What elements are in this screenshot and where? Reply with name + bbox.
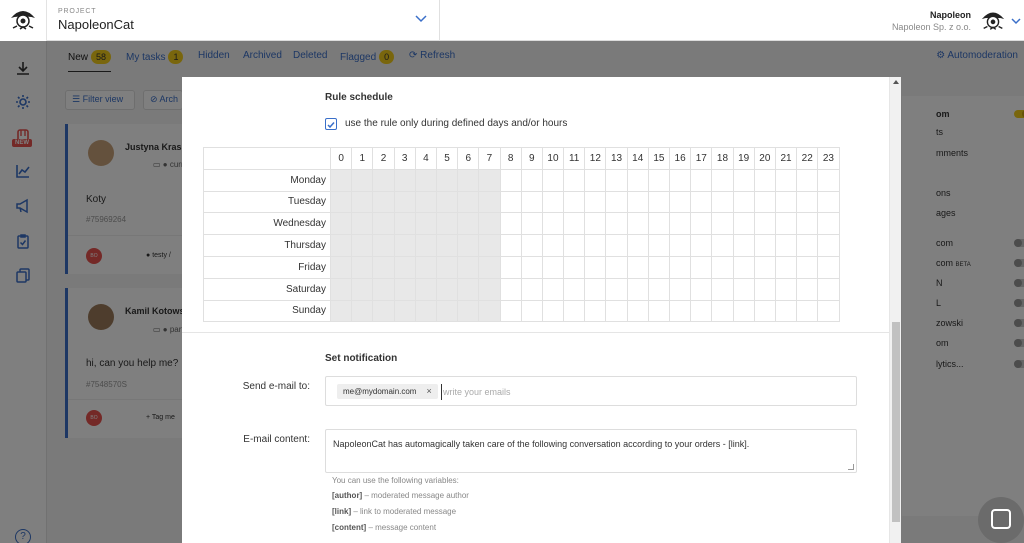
schedule-cell[interactable] [606, 278, 627, 300]
day-label[interactable]: Saturday [204, 278, 331, 300]
schedule-cell[interactable] [352, 256, 373, 278]
hour-header[interactable]: 13 [606, 148, 627, 170]
hour-header[interactable]: 4 [415, 148, 436, 170]
schedule-cell[interactable] [500, 213, 521, 235]
hour-header[interactable]: 23 [818, 148, 839, 170]
email-content-label: E-mail content: [243, 434, 310, 445]
schedule-cell[interactable] [585, 300, 606, 322]
schedule-cell[interactable] [818, 191, 839, 213]
schedule-cell[interactable] [542, 191, 563, 213]
hour-header[interactable]: 15 [648, 148, 669, 170]
schedule-cell[interactable] [564, 300, 585, 322]
day-label[interactable]: Tuesday [204, 191, 331, 213]
schedule-cell[interactable] [691, 235, 712, 257]
hour-header[interactable]: 1 [352, 148, 373, 170]
hour-header[interactable]: 3 [394, 148, 415, 170]
hour-header[interactable]: 17 [691, 148, 712, 170]
schedule-cell[interactable] [775, 191, 796, 213]
schedule-cell[interactable] [331, 213, 352, 235]
schedule-cell[interactable] [352, 235, 373, 257]
project-name[interactable]: NapoleonCat [58, 17, 134, 32]
schedule-cell[interactable] [521, 213, 542, 235]
schedule-cell[interactable] [500, 256, 521, 278]
schedule-cell[interactable] [521, 300, 542, 322]
schedule-cell[interactable] [733, 169, 754, 191]
schedule-cell[interactable] [415, 235, 436, 257]
rule-schedule-title: Rule schedule [325, 92, 393, 103]
schedule-cell[interactable] [733, 278, 754, 300]
schedule-cell[interactable] [521, 278, 542, 300]
schedule-cell[interactable] [394, 300, 415, 322]
schedule-cell[interactable] [479, 278, 500, 300]
schedule-cell[interactable] [373, 256, 394, 278]
user-name: Napoleon [929, 10, 971, 20]
day-label[interactable]: Sunday [204, 300, 331, 322]
chat-widget-button[interactable] [978, 497, 1024, 543]
schedule-cell[interactable] [754, 235, 775, 257]
schedule-cell[interactable] [712, 278, 733, 300]
schedule-cell[interactable] [352, 169, 373, 191]
schedule-cell[interactable] [818, 278, 839, 300]
schedule-cell[interactable] [585, 191, 606, 213]
schedule-cell[interactable] [670, 256, 691, 278]
schedule-day-row [204, 169, 840, 191]
schedule-cell[interactable] [691, 256, 712, 278]
schedule-cell[interactable] [352, 213, 373, 235]
schedule-cell[interactable] [797, 300, 818, 322]
schedule-header-row [204, 148, 840, 170]
schedule-cell[interactable] [797, 235, 818, 257]
schedule-cell[interactable] [648, 169, 669, 191]
email-chip [337, 384, 438, 399]
schedule-cell[interactable] [733, 256, 754, 278]
schedule-cell[interactable] [458, 300, 479, 322]
schedule-day-row [204, 300, 840, 322]
schedule-cell[interactable] [436, 191, 457, 213]
schedule-cell[interactable] [479, 213, 500, 235]
hour-header[interactable]: 2 [373, 148, 394, 170]
schedule-cell[interactable] [458, 191, 479, 213]
schedule-cell[interactable] [606, 235, 627, 257]
schedule-cell[interactable] [331, 235, 352, 257]
day-label[interactable]: Monday [204, 169, 331, 191]
schedule-cell[interactable] [542, 213, 563, 235]
schedule-cell[interactable] [733, 300, 754, 322]
schedule-cell[interactable] [331, 169, 352, 191]
schedule-cell[interactable] [585, 213, 606, 235]
schedule-cell[interactable] [564, 213, 585, 235]
schedule-cell[interactable] [458, 278, 479, 300]
schedule-cell[interactable] [606, 169, 627, 191]
variable-author [332, 491, 469, 500]
schedule-cell[interactable] [415, 278, 436, 300]
schedule-cell[interactable] [670, 235, 691, 257]
hour-header[interactable]: 16 [670, 148, 691, 170]
schedule-cell[interactable] [331, 191, 352, 213]
variable-content [332, 523, 436, 532]
schedule-cell[interactable] [670, 191, 691, 213]
section-divider [182, 332, 889, 333]
user-menu-chevron-icon[interactable] [1011, 14, 1021, 28]
hour-header[interactable]: 6 [458, 148, 479, 170]
schedule-cell[interactable] [797, 191, 818, 213]
schedule-grid [203, 147, 840, 322]
schedule-cell[interactable] [775, 213, 796, 235]
schedule-cell[interactable] [521, 169, 542, 191]
top-header [47, 0, 1024, 41]
schedule-day-row [204, 213, 840, 235]
schedule-cell[interactable] [754, 169, 775, 191]
schedule-cell[interactable] [606, 300, 627, 322]
schedule-cell[interactable] [627, 256, 648, 278]
schedule-cell[interactable] [606, 256, 627, 278]
schedule-cell[interactable] [733, 213, 754, 235]
schedule-cell[interactable] [691, 300, 712, 322]
schedule-cell[interactable] [712, 191, 733, 213]
schedule-cell[interactable] [352, 300, 373, 322]
variable-name: [content] [332, 523, 367, 532]
schedule-cell[interactable] [712, 256, 733, 278]
close-icon[interactable]: × [426, 386, 432, 396]
schedule-cell[interactable] [436, 256, 457, 278]
schedule-cell[interactable] [606, 213, 627, 235]
schedule-checkbox[interactable] [325, 118, 337, 130]
schedule-cell[interactable] [521, 235, 542, 257]
schedule-cell[interactable] [458, 235, 479, 257]
schedule-cell[interactable] [648, 256, 669, 278]
schedule-cell[interactable] [797, 169, 818, 191]
variables-intro: You can use the following variables: [332, 476, 459, 485]
resize-handle-icon[interactable] [848, 464, 854, 470]
schedule-cell[interactable] [479, 256, 500, 278]
hour-header[interactable]: 14 [627, 148, 648, 170]
hour-header[interactable]: 20 [754, 148, 775, 170]
schedule-cell[interactable] [352, 191, 373, 213]
schedule-cell[interactable] [436, 300, 457, 322]
schedule-cell[interactable] [648, 191, 669, 213]
schedule-cell[interactable] [500, 278, 521, 300]
schedule-day-row [204, 235, 840, 257]
schedule-cell[interactable] [648, 213, 669, 235]
hour-header[interactable]: 11 [564, 148, 585, 170]
schedule-cell[interactable] [415, 169, 436, 191]
schedule-cell[interactable] [627, 169, 648, 191]
schedule-cell[interactable] [415, 191, 436, 213]
schedule-cell[interactable] [670, 278, 691, 300]
schedule-day-row [204, 256, 840, 278]
schedule-cell[interactable] [500, 169, 521, 191]
schedule-cell[interactable] [436, 278, 457, 300]
schedule-cell[interactable] [521, 256, 542, 278]
variable-link [332, 507, 456, 516]
header-divider [439, 0, 440, 41]
schedule-cell[interactable] [775, 278, 796, 300]
schedule-cell[interactable] [542, 300, 563, 322]
schedule-cell[interactable] [500, 235, 521, 257]
schedule-cell[interactable] [479, 300, 500, 322]
schedule-cell[interactable] [585, 256, 606, 278]
hour-header[interactable]: 12 [585, 148, 606, 170]
schedule-cell[interactable] [331, 278, 352, 300]
set-notification-title: Set notification [325, 353, 398, 364]
schedule-cell[interactable] [458, 213, 479, 235]
schedule-corner-cell [204, 148, 331, 170]
user-avatar[interactable] [979, 6, 1007, 34]
schedule-cell[interactable] [670, 300, 691, 322]
hour-header[interactable]: 8 [500, 148, 521, 170]
schedule-cell[interactable] [436, 169, 457, 191]
schedule-cell[interactable] [415, 300, 436, 322]
schedule-cell[interactable] [648, 278, 669, 300]
schedule-checkbox-label[interactable]: use the rule only during defined days and/or hours [345, 118, 568, 129]
schedule-cell[interactable] [691, 213, 712, 235]
napoleoncat-logo-icon[interactable] [8, 6, 38, 32]
day-label[interactable]: Thursday [204, 235, 331, 257]
schedule-cell[interactable] [775, 235, 796, 257]
schedule-cell[interactable] [394, 169, 415, 191]
checkmark-icon [326, 120, 336, 130]
schedule-cell[interactable] [458, 256, 479, 278]
chat-icon [991, 509, 1011, 529]
schedule-cell[interactable] [606, 191, 627, 213]
hour-header[interactable]: 9 [521, 148, 542, 170]
schedule-cell[interactable] [754, 278, 775, 300]
schedule-cell[interactable] [733, 235, 754, 257]
schedule-cell[interactable] [479, 169, 500, 191]
schedule-cell[interactable] [394, 191, 415, 213]
schedule-cell[interactable] [394, 278, 415, 300]
hour-header[interactable]: 21 [775, 148, 796, 170]
schedule-cell[interactable] [585, 278, 606, 300]
schedule-day-row [204, 278, 840, 300]
schedule-cell[interactable] [627, 278, 648, 300]
schedule-cell[interactable] [542, 235, 563, 257]
schedule-cell[interactable] [712, 300, 733, 322]
email-content-textarea[interactable] [325, 429, 857, 473]
rule-settings-modal [182, 77, 901, 543]
variable-desc: – link to moderated message [351, 507, 457, 516]
schedule-cell[interactable] [775, 256, 796, 278]
hour-header[interactable]: 18 [712, 148, 733, 170]
schedule-cell[interactable] [331, 256, 352, 278]
schedule-cell[interactable] [627, 191, 648, 213]
hour-header[interactable]: 5 [436, 148, 457, 170]
scroll-up-arrow-icon[interactable] [893, 80, 899, 84]
send-email-label: Send e-mail to: [242, 381, 310, 392]
modal-scrollbar[interactable] [889, 77, 901, 543]
schedule-cell[interactable] [373, 169, 394, 191]
schedule-cell[interactable] [627, 235, 648, 257]
schedule-cell[interactable] [670, 213, 691, 235]
schedule-cell[interactable] [585, 235, 606, 257]
schedule-cell[interactable] [521, 191, 542, 213]
schedule-cell[interactable] [775, 169, 796, 191]
schedule-cell[interactable] [542, 169, 563, 191]
schedule-cell[interactable] [436, 235, 457, 257]
variable-name: [link] [332, 507, 352, 516]
schedule-cell[interactable] [415, 213, 436, 235]
hour-header[interactable]: 22 [797, 148, 818, 170]
schedule-cell[interactable] [818, 213, 839, 235]
schedule-cell[interactable] [373, 235, 394, 257]
schedule-cell[interactable] [754, 300, 775, 322]
schedule-cell[interactable] [373, 278, 394, 300]
schedule-cell[interactable] [500, 300, 521, 322]
email-input[interactable] [441, 384, 741, 400]
schedule-cell[interactable] [394, 213, 415, 235]
chevron-down-icon[interactable] [415, 12, 427, 26]
schedule-cell[interactable] [458, 169, 479, 191]
schedule-cell[interactable] [775, 300, 796, 322]
schedule-cell[interactable] [394, 235, 415, 257]
schedule-cell[interactable] [436, 213, 457, 235]
schedule-cell[interactable] [373, 191, 394, 213]
variable-desc: – message content [366, 523, 437, 532]
schedule-cell[interactable] [712, 213, 733, 235]
schedule-cell[interactable] [712, 169, 733, 191]
schedule-cell[interactable] [818, 235, 839, 257]
schedule-cell[interactable] [542, 256, 563, 278]
schedule-cell[interactable] [564, 278, 585, 300]
schedule-cell[interactable] [691, 169, 712, 191]
schedule-cell[interactable] [564, 169, 585, 191]
schedule-cell[interactable] [331, 300, 352, 322]
schedule-cell[interactable] [754, 213, 775, 235]
schedule-cell[interactable] [797, 213, 818, 235]
schedule-cell[interactable] [733, 191, 754, 213]
schedule-cell[interactable] [818, 256, 839, 278]
day-label[interactable]: Wednesday [204, 213, 331, 235]
schedule-cell[interactable] [754, 191, 775, 213]
hour-header[interactable]: 7 [479, 148, 500, 170]
schedule-cell[interactable] [797, 256, 818, 278]
hour-header[interactable]: 19 [733, 148, 754, 170]
schedule-cell[interactable] [564, 256, 585, 278]
hour-header[interactable]: 0 [331, 148, 352, 170]
schedule-cell[interactable] [627, 300, 648, 322]
schedule-cell[interactable] [479, 191, 500, 213]
variable-name: [author] [332, 491, 363, 500]
schedule-cell[interactable] [564, 191, 585, 213]
schedule-cell[interactable] [627, 213, 648, 235]
schedule-cell[interactable] [352, 278, 373, 300]
schedule-cell[interactable] [648, 300, 669, 322]
schedule-cell[interactable] [818, 300, 839, 322]
email-recipients-field[interactable] [325, 376, 857, 406]
schedule-cell[interactable] [415, 256, 436, 278]
schedule-cell[interactable] [797, 278, 818, 300]
schedule-cell[interactable] [691, 278, 712, 300]
schedule-cell[interactable] [585, 169, 606, 191]
email-chip-text: me@mydomain.com [343, 387, 417, 396]
schedule-cell[interactable] [754, 256, 775, 278]
project-label: PROJECT [58, 8, 97, 15]
hour-header[interactable]: 10 [542, 148, 563, 170]
schedule-cell[interactable] [373, 300, 394, 322]
schedule-cell[interactable] [500, 191, 521, 213]
schedule-cell[interactable] [648, 235, 669, 257]
schedule-cell[interactable] [479, 235, 500, 257]
user-company: Napoleon Sp. z o.o. [891, 22, 971, 32]
schedule-cell[interactable] [691, 191, 712, 213]
schedule-cell[interactable] [818, 169, 839, 191]
email-content-text: NapoleonCat has automagically taken care of the following conversation according to your orders - [link]. [333, 439, 750, 449]
schedule-cell[interactable] [670, 169, 691, 191]
variable-desc: – moderated message author [362, 491, 469, 500]
day-label[interactable]: Friday [204, 256, 331, 278]
scrollbar-thumb[interactable] [892, 322, 900, 522]
schedule-cell[interactable] [394, 256, 415, 278]
schedule-cell[interactable] [712, 235, 733, 257]
schedule-cell[interactable] [373, 213, 394, 235]
schedule-cell[interactable] [564, 235, 585, 257]
schedule-cell[interactable] [542, 278, 563, 300]
schedule-day-row [204, 191, 840, 213]
